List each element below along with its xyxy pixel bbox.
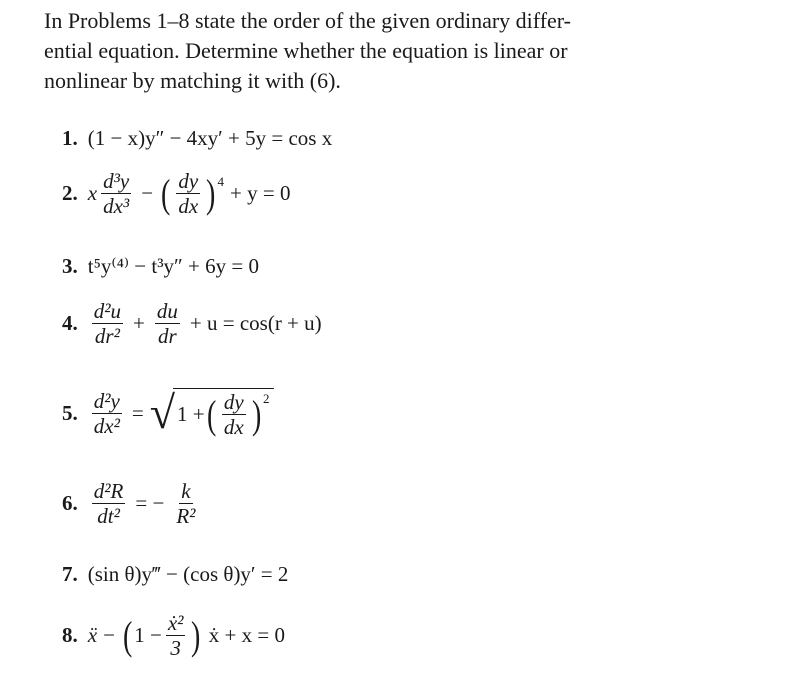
numerator: k	[181, 479, 191, 503]
equation: (1 − x)y″ − 4xy′ + 5y = cos x	[87, 126, 333, 150]
left-paren: (	[206, 391, 216, 437]
numerator: ẋ²	[167, 611, 184, 635]
operator: −	[141, 181, 154, 205]
equation-rest: + y = 0	[230, 181, 291, 205]
problem-3	[62, 254, 259, 279]
denominator: dt²	[97, 504, 120, 528]
operator: −	[103, 623, 115, 647]
left-paren: (	[122, 612, 133, 658]
operator: = −	[135, 491, 165, 515]
equation: (sin θ)y‴ − (cos θ)y′ = 2	[87, 562, 289, 586]
problem-5	[62, 388, 274, 438]
right-paren: )	[191, 612, 201, 658]
fraction	[92, 390, 122, 437]
problem-2	[62, 170, 296, 217]
numerator: d³y	[103, 169, 130, 193]
denominator: dr	[158, 324, 177, 348]
fraction	[92, 480, 126, 527]
operator: +	[133, 311, 145, 335]
problem-number: 1.	[62, 126, 78, 150]
numerator: dy	[178, 169, 199, 193]
problem-4	[62, 300, 328, 347]
radical-sign: √	[149, 387, 175, 438]
fraction	[222, 391, 246, 438]
denominator: 3	[170, 636, 181, 660]
problem-number: 6.	[62, 491, 78, 515]
right-paren: )	[251, 391, 262, 437]
fraction	[166, 612, 186, 659]
problem-1	[62, 126, 332, 151]
problem-number: 2.	[62, 181, 78, 205]
equation: t⁵y⁽⁴⁾ − t³y″ + 6y = 0	[87, 254, 259, 278]
problem-number: 7.	[62, 562, 78, 586]
problem-8	[62, 612, 291, 659]
denominator: dx	[178, 194, 199, 218]
equation-rest: + u = cos(r + u)	[189, 311, 322, 335]
fraction	[176, 170, 200, 217]
problem-number: 8.	[62, 623, 78, 647]
numerator: dy	[223, 390, 244, 414]
fraction	[101, 170, 131, 217]
right-paren: )	[206, 170, 216, 216]
numerator: d²u	[93, 299, 122, 323]
numerator: d²y	[93, 388, 120, 413]
numerator: d²R	[93, 479, 124, 503]
square-root	[150, 388, 274, 438]
problem-number: 3.	[62, 254, 78, 278]
exponent: 2	[263, 391, 270, 406]
problem-6	[62, 480, 201, 527]
fraction	[92, 300, 123, 347]
problem-number: 4.	[62, 311, 78, 335]
problem-7	[62, 562, 288, 587]
term: 1 +	[176, 402, 205, 426]
equation-rest: ẋ + x = 0	[208, 623, 285, 647]
fraction	[174, 480, 197, 527]
fraction	[155, 300, 180, 347]
denominator: dr²	[94, 324, 120, 348]
numerator: du	[156, 299, 178, 323]
problem-number: 5.	[62, 400, 78, 425]
exponent: 4	[217, 174, 225, 189]
radicand	[173, 388, 274, 438]
denominator: R²	[176, 504, 196, 528]
left-paren: (	[161, 170, 171, 216]
term: 1 −	[134, 623, 162, 647]
denominator: dx²	[93, 413, 120, 438]
operator: =	[131, 400, 144, 425]
variable: ẍ	[87, 623, 98, 647]
variable: x	[87, 181, 98, 205]
problem-instructions: In Problems 1–8 state the order of the given ordinary differ- ential equation. Determine whether the equation is linear or nonlinear by matching it with (6).	[44, 8, 572, 93]
denominator: dx³	[103, 194, 130, 218]
denominator: dx	[223, 415, 244, 439]
